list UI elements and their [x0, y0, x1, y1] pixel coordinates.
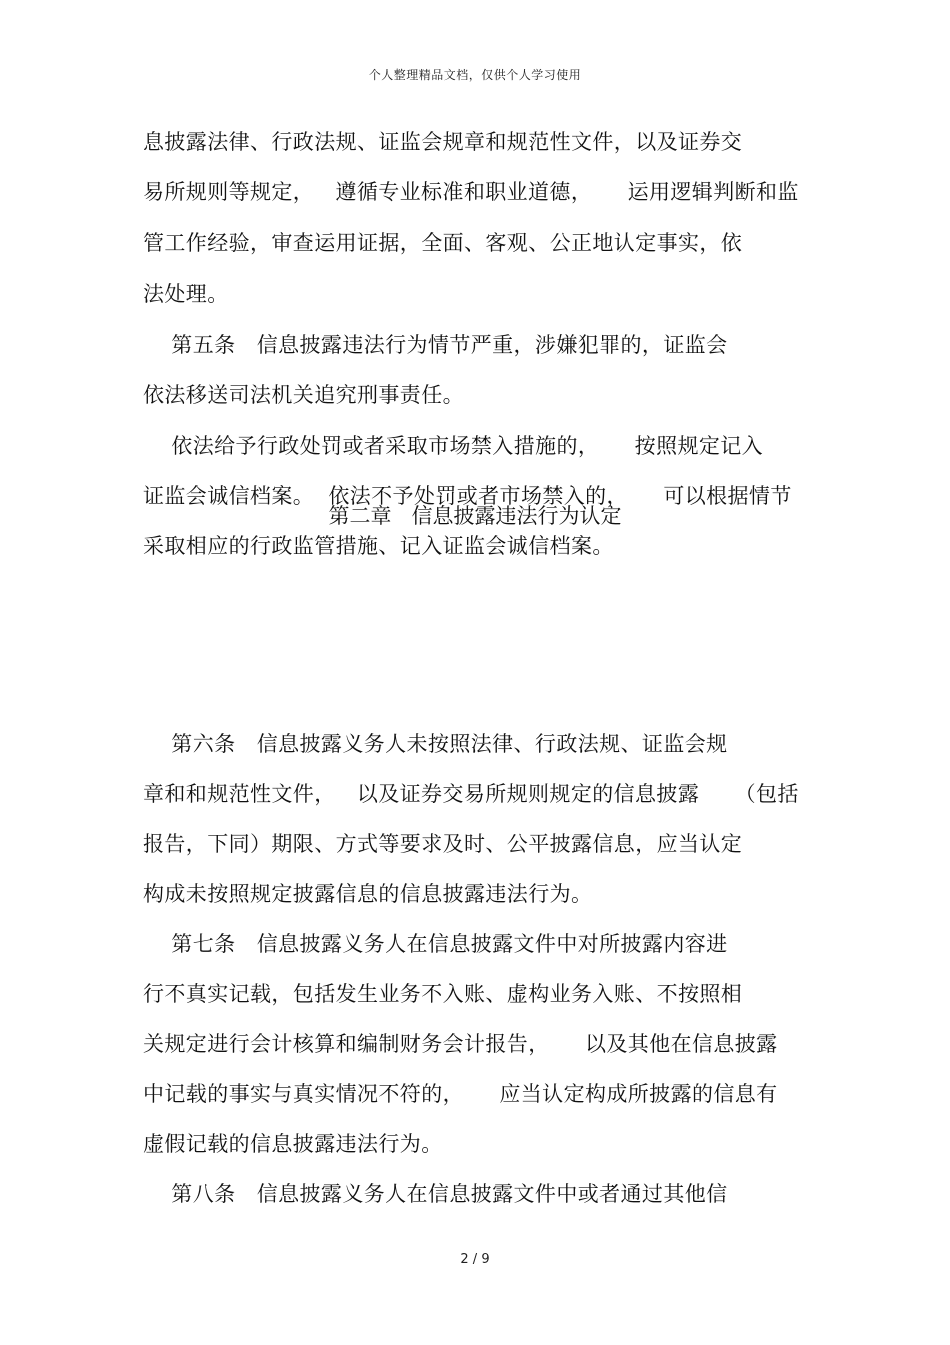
- text-line: 关规定进行会计核算和编制财务会计报告， 以及其他在信息披露: [143, 1032, 778, 1056]
- chapter-title: 第二章 信息披露违法行为认定: [328, 504, 622, 528]
- article-5-start: 第五条 信息披露违法行为情节严重，涉嫌犯罪的，证监会: [143, 333, 728, 357]
- text-line: 中记载的事实与真实情况不符的， 应当认定构成所披露的信息有: [143, 1082, 778, 1106]
- text-line: 报告，下同）期限、方式等要求及时、公平披露信息，应当认定: [143, 832, 743, 856]
- text-line: 采取相应的行政监管措施、记入证监会诚信档案。: [143, 534, 614, 558]
- text-line: 法处理。: [143, 282, 229, 306]
- article-6-start: 第六条 信息披露义务人未按照法律、行政法规、证监会规: [143, 732, 728, 756]
- text-line: 易所规则等规定， 遵循专业标准和职业道德， 运用逻辑判断和监: [143, 180, 799, 204]
- text-line: 依法移送司法机关追究刑事责任。: [143, 383, 464, 407]
- page-number: 2 / 9: [460, 1252, 490, 1267]
- text-line: 构成未按照规定披露信息的信息披露违法行为。: [143, 882, 593, 906]
- text-line: 息披露法律、行政法规、证监会规章和规范性文件，以及证券交: [143, 130, 743, 154]
- text-line: 证监会诚信档案。 依法不予处罚或者市场禁入的， 可以根据情节: [143, 484, 792, 508]
- text-line: 章和和规范性文件， 以及证券交易所规则规定的信息披露 （包括: [143, 782, 799, 806]
- text-line: 管工作经验，审查运用证据，全面、客观、公正地认定事实，依: [143, 231, 743, 255]
- page-header: 个人整理精品文档，仅供个人学习使用: [368, 68, 582, 82]
- article-8-start: 第八条 信息披露义务人在信息披露文件中或者通过其他信: [143, 1182, 728, 1206]
- text-line: 行不真实记载，包括发生业务不入账、虚构业务入账、不按照相: [143, 982, 743, 1006]
- article-7-start: 第七条 信息披露义务人在信息披露文件中对所披露内容进: [143, 932, 728, 956]
- paragraph-start: 依法给予行政处罚或者采取市场禁入措施的， 按照规定记入: [143, 434, 764, 458]
- text-line: 虚假记载的信息披露违法行为。: [143, 1132, 443, 1156]
